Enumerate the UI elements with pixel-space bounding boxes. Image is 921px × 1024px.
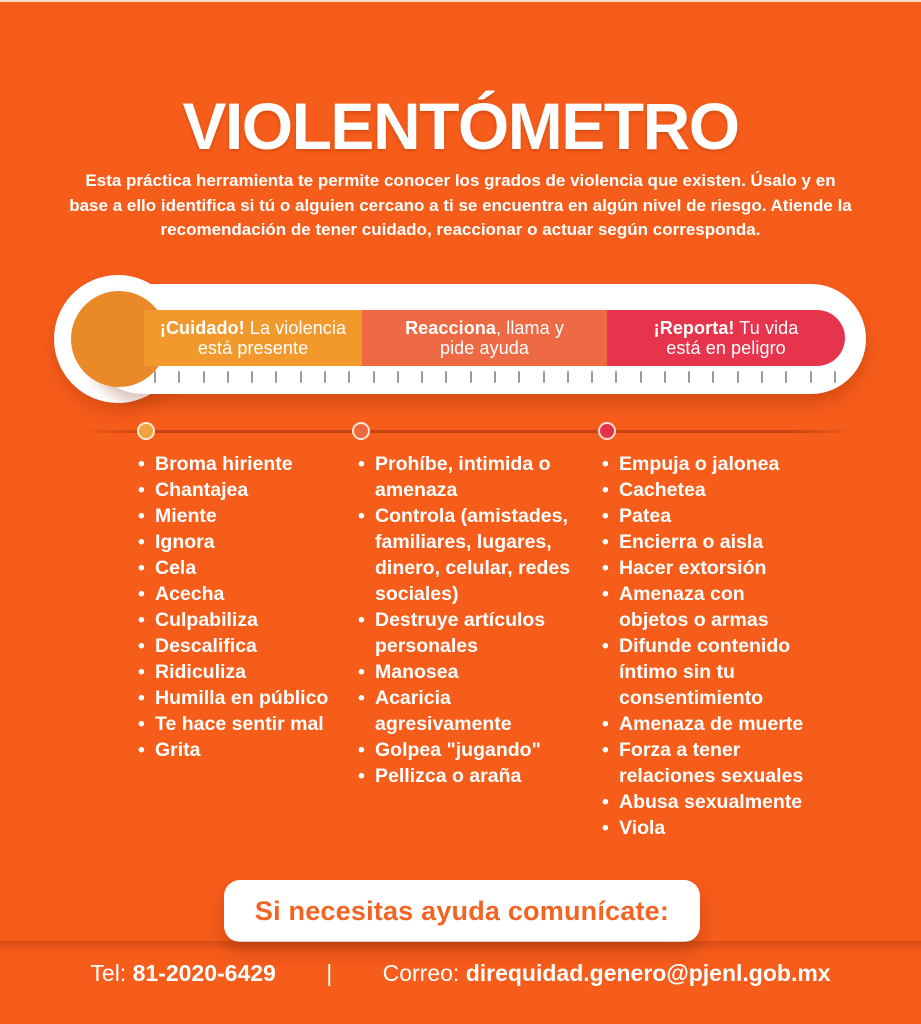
ruler-tick: [640, 371, 642, 383]
segment-line1: Reacciona, llama y: [405, 317, 564, 338]
list-item-text: Acaricia agresivamente: [375, 687, 512, 735]
help-banner-text: Si necesitas ayuda comunícate:: [254, 895, 670, 926]
ruler-tick: [664, 371, 666, 383]
list-item: [138, 633, 362, 659]
bullet-dot-icon: •: [602, 635, 609, 657]
list-item-text: Descalifica: [155, 635, 257, 657]
list-item-text: Pellizca o araña: [375, 765, 522, 787]
level-2-marker: [352, 422, 370, 440]
violence-meter: [58, 282, 868, 396]
bullet-dot-icon: •: [138, 609, 145, 631]
footer-separator: |: [326, 960, 333, 986]
bullet-dot-icon: •: [138, 505, 145, 527]
list-item: [602, 815, 818, 841]
violence-list-level-1: [138, 451, 362, 763]
list-item: [138, 607, 362, 633]
list-item: [602, 737, 818, 789]
bullet-dot-icon: •: [138, 739, 145, 761]
list-item-text: Broma hiriente: [155, 453, 293, 475]
list-item: [358, 737, 586, 763]
segment-line2: pide ayuda: [439, 338, 530, 358]
footer-shadow: [0, 941, 921, 952]
ruler-tick: [494, 371, 496, 383]
meter-segment-cuidado: [144, 310, 362, 366]
list-item-text: Grita: [155, 739, 201, 761]
tel-label: Tel:: [90, 960, 127, 986]
ruler-tick: [518, 371, 520, 383]
bullet-dot-icon: •: [602, 453, 609, 475]
top-edge-line: [0, 0, 921, 2]
ruler-tick: [300, 371, 302, 383]
page-title: VIOLENTÓMETRO: [182, 89, 739, 164]
list-level-1: [138, 451, 362, 763]
ruler-tick: [421, 371, 423, 383]
bullet-dot-icon: •: [358, 505, 365, 527]
bullet-dot-icon: •: [138, 635, 145, 657]
list-item-text: Culpabiliza: [155, 609, 258, 631]
list-item: [138, 581, 362, 607]
list-item: [358, 763, 586, 789]
bullet-dot-icon: •: [602, 791, 609, 813]
list-item: [138, 477, 362, 503]
bullet-dot-icon: •: [602, 713, 609, 735]
list-item-text: Chantajea: [155, 479, 249, 501]
list-item-text: Hacer extorsión: [619, 557, 767, 579]
list-item: [602, 789, 818, 815]
ruler-tick: [810, 371, 812, 383]
list-item-text: Patea: [619, 505, 672, 527]
ruler-tick: [178, 371, 180, 383]
bullet-dot-icon: •: [602, 531, 609, 553]
bullet-dot-icon: •: [138, 713, 145, 735]
list-item-text: Amenaza con objetos o armas: [619, 583, 769, 631]
ruler-tick: [275, 371, 277, 383]
list-item-text: Abusa sexualmente: [619, 791, 803, 813]
list-item: [138, 451, 362, 477]
list-level-2: [358, 451, 586, 789]
list-item: [602, 477, 818, 503]
list-level-3: [602, 451, 818, 841]
list-item: [602, 633, 818, 711]
list-item-text: Manosea: [375, 661, 459, 683]
violence-list-level-3: [602, 451, 818, 841]
list-item-text: Difunde contenido íntimo sin tu consentimiento: [619, 635, 791, 709]
bullet-dot-icon: •: [358, 765, 365, 787]
list-item: [138, 737, 362, 763]
bullet-dot-icon: •: [358, 661, 365, 683]
ruler-tick: [470, 371, 472, 383]
ruler-tick: [397, 371, 399, 383]
list-item: [358, 659, 586, 685]
bullet-dot-icon: •: [138, 583, 145, 605]
segment-line2: está en peligro: [666, 338, 786, 358]
list-item-text: Encierra o aisla: [619, 531, 764, 553]
ruler-tick: [324, 371, 326, 383]
list-item-text: Acecha: [155, 583, 225, 605]
bullet-dot-icon: •: [138, 453, 145, 475]
list-item-text: Ridiculiza: [155, 661, 247, 683]
ruler-tick: [737, 371, 739, 383]
level-connector-line: [84, 430, 852, 433]
ruler-tick: [348, 371, 350, 383]
ruler-tick: [227, 371, 229, 383]
ruler-tick: [591, 371, 593, 383]
list-item-text: Ignora: [155, 531, 215, 553]
contact-footer: [0, 960, 921, 987]
bullet-dot-icon: •: [602, 583, 609, 605]
ruler-tick: [615, 371, 617, 383]
bullet-dot-icon: •: [358, 609, 365, 631]
list-item-text: Miente: [155, 505, 217, 527]
ruler-tick: [154, 371, 156, 383]
ruler-tick: [567, 371, 569, 383]
list-item: [602, 711, 818, 737]
bullet-dot-icon: •: [358, 453, 365, 475]
meter-band: [144, 310, 845, 366]
list-item-text: Controla (amistades, familiares, lugares, dinero, celular, redes sociales): [375, 505, 571, 605]
list-item-text: Te hace sentir mal: [155, 713, 324, 735]
bullet-dot-icon: •: [138, 531, 145, 553]
list-item: [602, 451, 818, 477]
segment-line2: está presente: [197, 338, 309, 358]
ruler-tick: [712, 371, 714, 383]
bullet-dot-icon: •: [138, 557, 145, 579]
bullet-dot-icon: •: [602, 739, 609, 761]
list-item-text: Golpea "jugando": [375, 739, 541, 761]
ruler-tick: [373, 371, 375, 383]
level-3-marker: [598, 422, 616, 440]
ruler-tick: [834, 371, 836, 383]
list-item-text: Prohíbe, intimida o amenaza: [375, 453, 551, 501]
list-item: [358, 451, 586, 503]
bullet-dot-icon: •: [138, 479, 145, 501]
list-item: [602, 555, 818, 581]
tel-value: 81-2020-6429: [132, 960, 276, 986]
list-item: [138, 685, 362, 711]
bullet-dot-icon: •: [602, 817, 609, 839]
meter-segment-reacciona: [362, 310, 607, 366]
list-item-text: Destruye artículos personales: [375, 609, 546, 657]
segment-line1: ¡Cuidado! La violencia: [159, 317, 347, 338]
bullet-dot-icon: •: [138, 661, 145, 683]
list-item: [358, 607, 586, 659]
bullet-dot-icon: •: [358, 687, 365, 709]
list-item: [138, 659, 362, 685]
email-value: direquidad.genero@pjenl.gob.mx: [465, 960, 831, 986]
list-item-text: Amenaza de muerte: [619, 713, 804, 735]
list-item: [138, 503, 362, 529]
violence-list-level-2: [358, 451, 586, 789]
ruler-tick: [688, 371, 690, 383]
bullet-dot-icon: •: [602, 505, 609, 527]
ruler-tick: [445, 371, 447, 383]
meter-ruler: [154, 371, 836, 383]
bullet-dot-icon: •: [138, 687, 145, 709]
list-item: [138, 711, 362, 737]
list-item: [358, 685, 586, 737]
list-item: [602, 581, 818, 633]
ruler-tick: [785, 371, 787, 383]
list-item: [602, 529, 818, 555]
list-item-text: Humilla en público: [155, 687, 329, 709]
ruler-tick: [251, 371, 253, 383]
help-banner: [224, 880, 700, 942]
bullet-dot-icon: •: [602, 479, 609, 501]
list-item: [138, 529, 362, 555]
list-item: [602, 503, 818, 529]
bullet-dot-icon: •: [602, 557, 609, 579]
list-item-text: Cachetea: [619, 479, 706, 501]
list-item-text: Forza a tener relaciones sexuales: [619, 739, 804, 787]
level-1-marker: [137, 422, 155, 440]
segment-line1: ¡Reporta! Tu vida: [653, 317, 799, 338]
intro-paragraph: Esta práctica herramienta te permite conocer los grados de violencia que existen. Úsalo y en base a ello identifica si tú o alguien cercano a ti se encuentra en algún nivel de riesgo. Atiende la recomendación de tener cuidado, reaccionar o actuar según corresponda.: [69, 171, 852, 239]
list-item: [358, 503, 586, 607]
list-item-text: Empuja o jalonea: [619, 453, 780, 475]
list-item-text: Viola: [619, 817, 666, 839]
meter-segment-reporta: [607, 310, 845, 366]
email-label: Correo:: [382, 960, 460, 986]
list-item: [138, 555, 362, 581]
bullet-dot-icon: •: [358, 739, 365, 761]
list-item-text: Cela: [155, 557, 197, 579]
ruler-tick: [203, 371, 205, 383]
ruler-tick: [543, 371, 545, 383]
ruler-tick: [761, 371, 763, 383]
